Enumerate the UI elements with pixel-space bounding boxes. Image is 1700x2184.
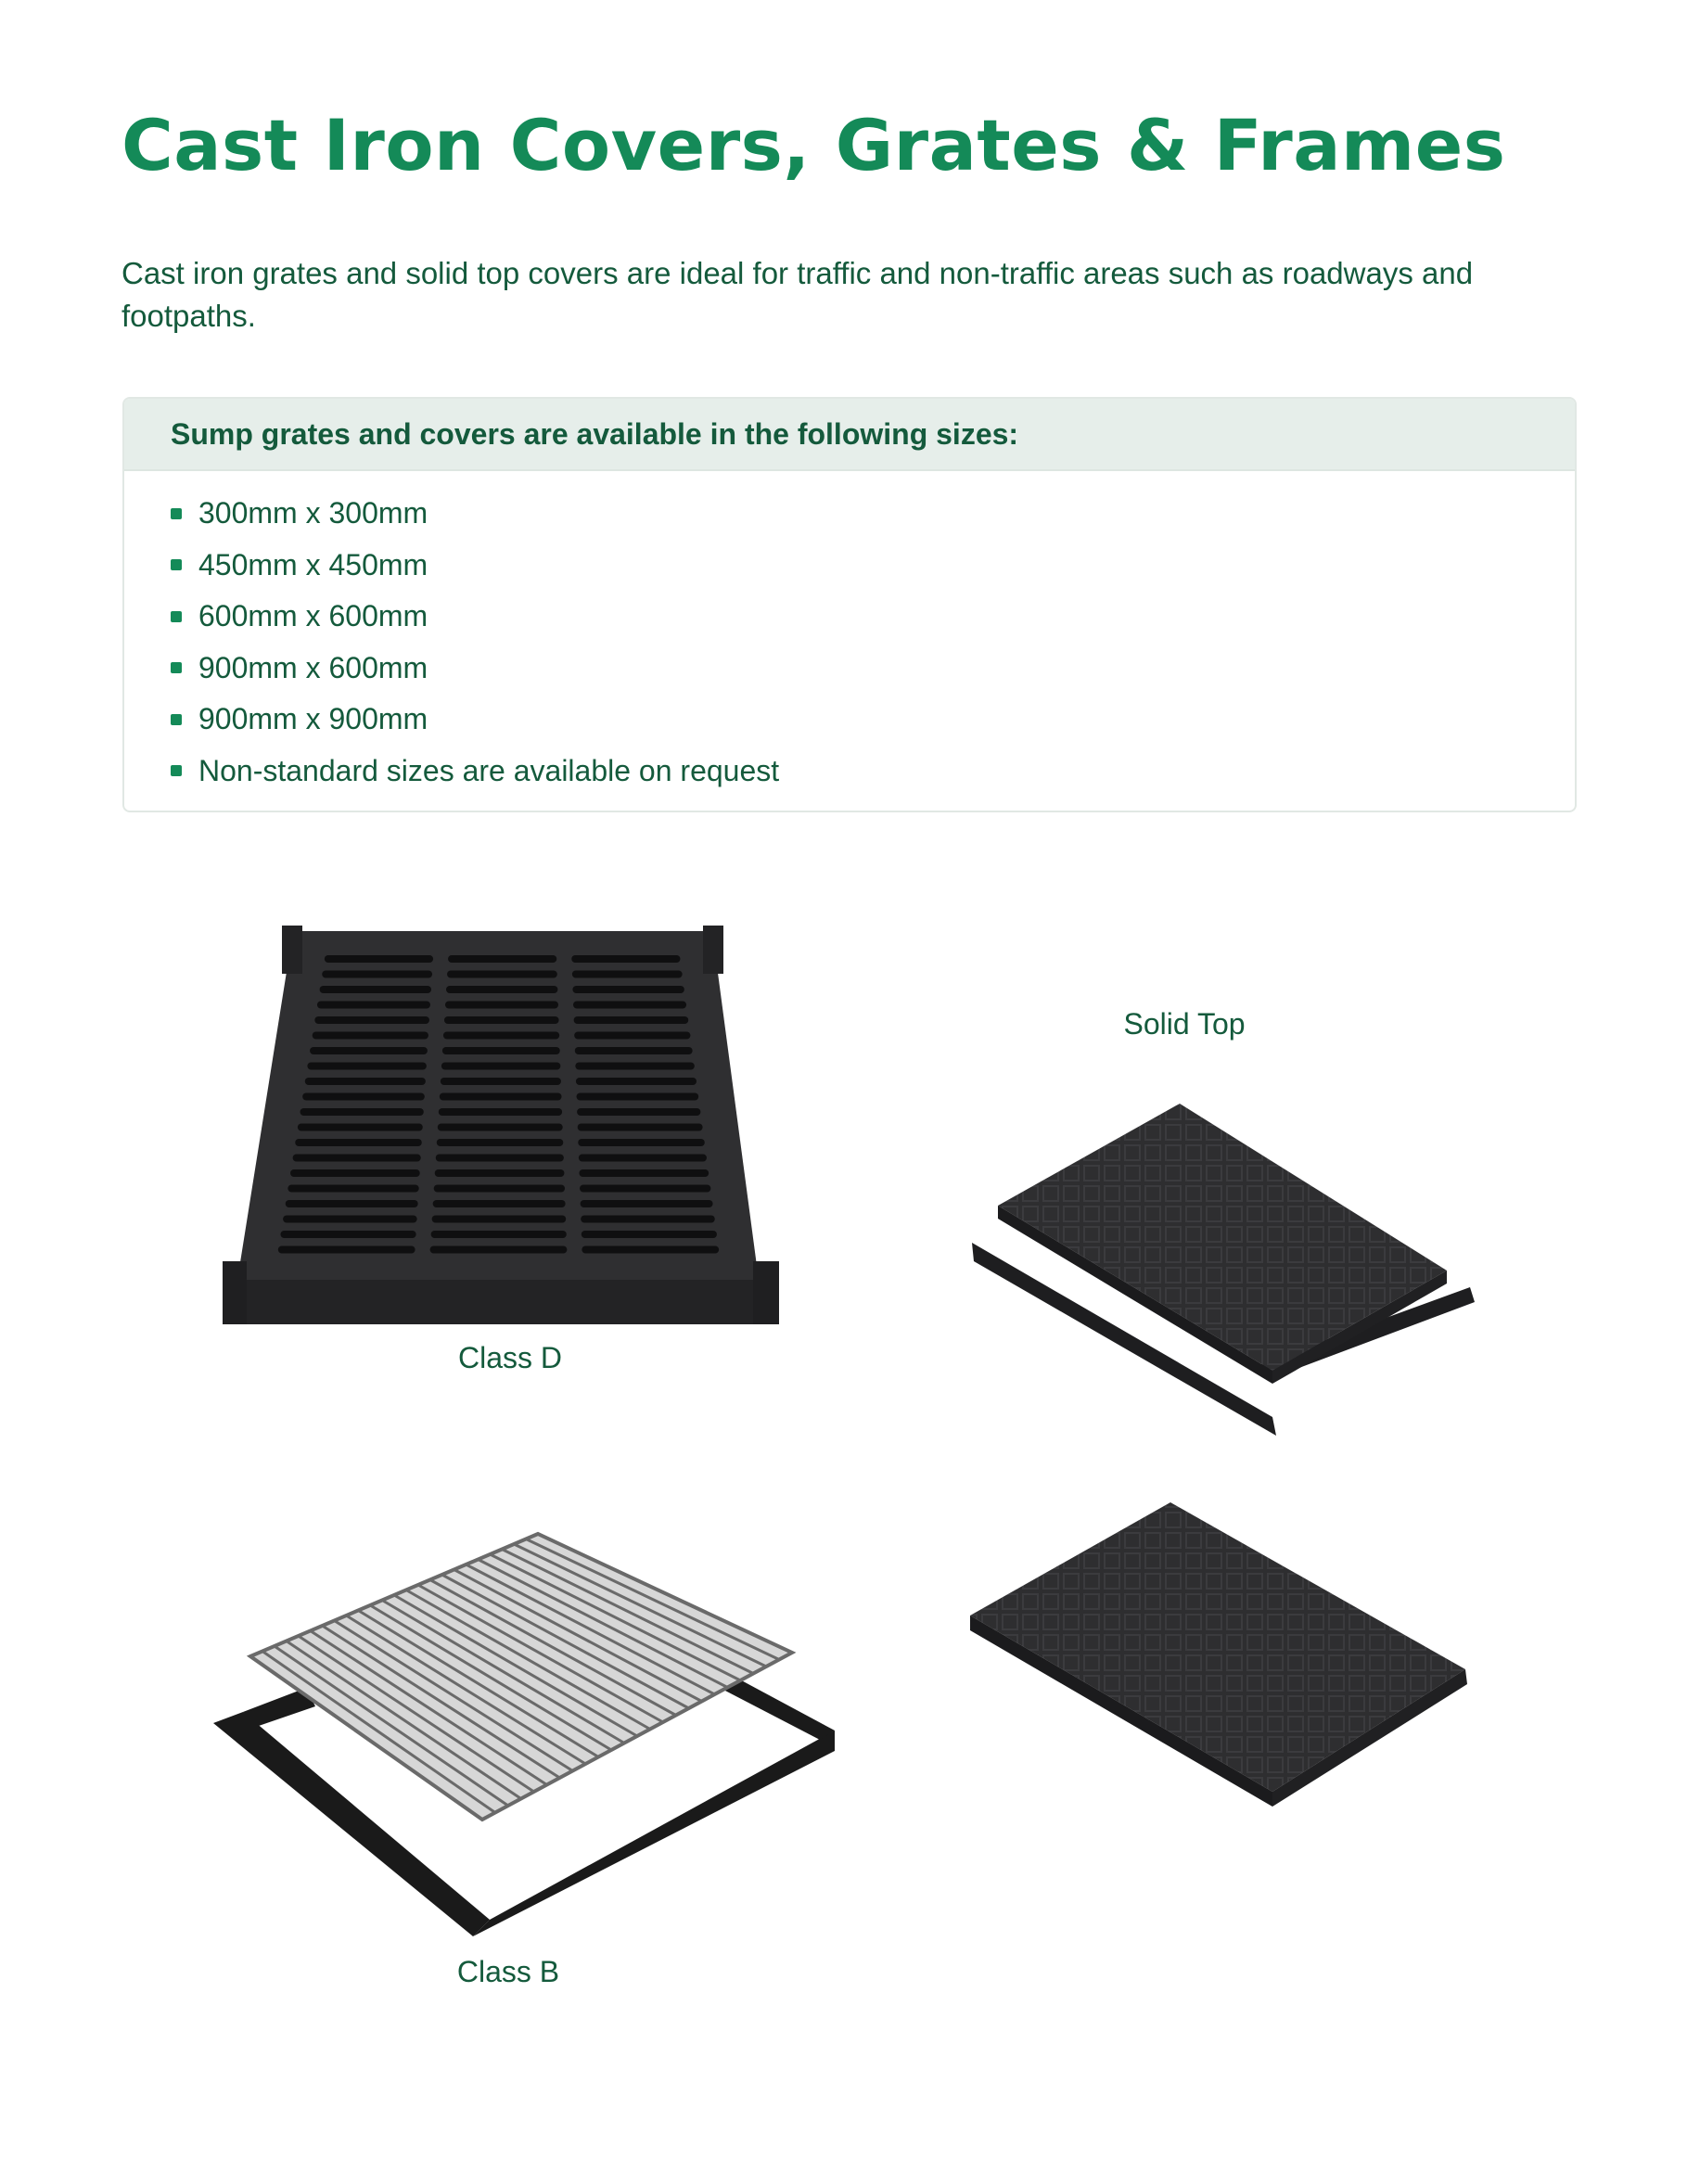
- grate-slot: [313, 1032, 428, 1040]
- grate-slot: [290, 1169, 420, 1177]
- class-d-caption: Class D: [457, 1341, 562, 1374]
- grate-slot: [310, 1047, 428, 1054]
- page-title: Cast Iron Covers, Grates & Frames: [121, 104, 1506, 186]
- grate-slot: [433, 1200, 566, 1207]
- sizes-panel-heading: Sump grates and covers are available in the following sizes:: [124, 399, 1575, 471]
- grate-slot: [286, 1200, 418, 1207]
- grate-slot: [302, 1093, 425, 1101]
- list-item: 900mm x 600mm: [171, 643, 1575, 695]
- solid-top-plain-image: [970, 1502, 1467, 1807]
- grate-slot: [283, 1216, 417, 1223]
- grate-slot: [278, 1246, 415, 1254]
- grate-slot: [575, 1063, 694, 1070]
- grate-slot: [573, 1002, 686, 1009]
- list-item: 600mm x 600mm: [171, 591, 1575, 643]
- list-item: 300mm x 300mm: [171, 488, 1575, 540]
- grate-slot: [572, 971, 683, 978]
- grate-slot: [575, 1047, 693, 1054]
- grate-slot: [445, 1002, 558, 1009]
- grate-slot: [444, 1016, 559, 1024]
- grate-slot: [325, 955, 433, 963]
- grate-slot: [582, 1231, 717, 1238]
- class-b-caption: Class B: [456, 1955, 560, 1988]
- grate-slot: [288, 1185, 418, 1193]
- grate-slot: [448, 955, 556, 963]
- solid-top-cover-image: [972, 1104, 1475, 1436]
- grate-slot: [314, 1016, 429, 1024]
- grate-slot: [571, 955, 680, 963]
- grate-slot: [441, 1078, 561, 1085]
- grate-slot: [582, 1246, 719, 1254]
- solid-top-caption: Solid Top: [1123, 1007, 1246, 1041]
- grate-slot: [577, 1108, 700, 1116]
- list-item: Non-standard sizes are available on request: [171, 746, 1575, 798]
- grate-slot: [441, 1063, 560, 1070]
- grate-slot: [447, 971, 557, 978]
- grate-slot: [317, 1002, 430, 1009]
- grate-slot: [437, 1139, 564, 1146]
- grate-slot: [443, 1032, 559, 1040]
- grate-slot: [574, 1032, 690, 1040]
- grate-slot: [434, 1185, 565, 1193]
- grate-slot: [307, 1063, 426, 1070]
- grate-slot: [574, 1016, 689, 1024]
- grate-slot: [295, 1139, 422, 1146]
- grate-slot: [581, 1200, 713, 1207]
- grate-slot: [305, 1078, 426, 1085]
- grate-slot: [300, 1108, 424, 1116]
- grate-slot: [572, 986, 684, 993]
- grate-slot: [322, 971, 432, 978]
- grate-slot: [439, 1108, 562, 1116]
- grate-slot: [293, 1155, 421, 1162]
- grate-slot: [440, 1093, 562, 1101]
- grate-slot: [431, 1231, 567, 1238]
- list-item: 450mm x 450mm: [171, 540, 1575, 592]
- class-b-grate-image: [213, 1534, 835, 1936]
- grate-slot: [436, 1155, 564, 1162]
- grate-slot: [577, 1093, 699, 1101]
- grate-slot: [578, 1139, 705, 1146]
- grate-slot: [280, 1231, 415, 1238]
- grate-slot: [430, 1246, 568, 1254]
- grate-slot: [320, 986, 431, 993]
- grate-slot: [442, 1047, 560, 1054]
- grate-slot: [579, 1155, 707, 1162]
- grate-slot: [446, 986, 557, 993]
- grate-slot: [578, 1124, 703, 1131]
- grate-slot: [432, 1216, 567, 1223]
- grate-slot: [438, 1124, 563, 1131]
- grate-slot: [576, 1078, 697, 1085]
- list-item: 900mm x 900mm: [171, 694, 1575, 746]
- intro-paragraph: Cast iron grates and solid top covers are ideal for traffic and non-traffic areas such as roadways and footpaths.: [121, 256, 1474, 333]
- class-d-grate-image: [223, 926, 779, 1324]
- grate-slot: [298, 1124, 423, 1131]
- grate-slot: [435, 1169, 565, 1177]
- grate-slot: [579, 1169, 709, 1177]
- grate-slot: [580, 1185, 710, 1193]
- grate-slot: [581, 1216, 715, 1223]
